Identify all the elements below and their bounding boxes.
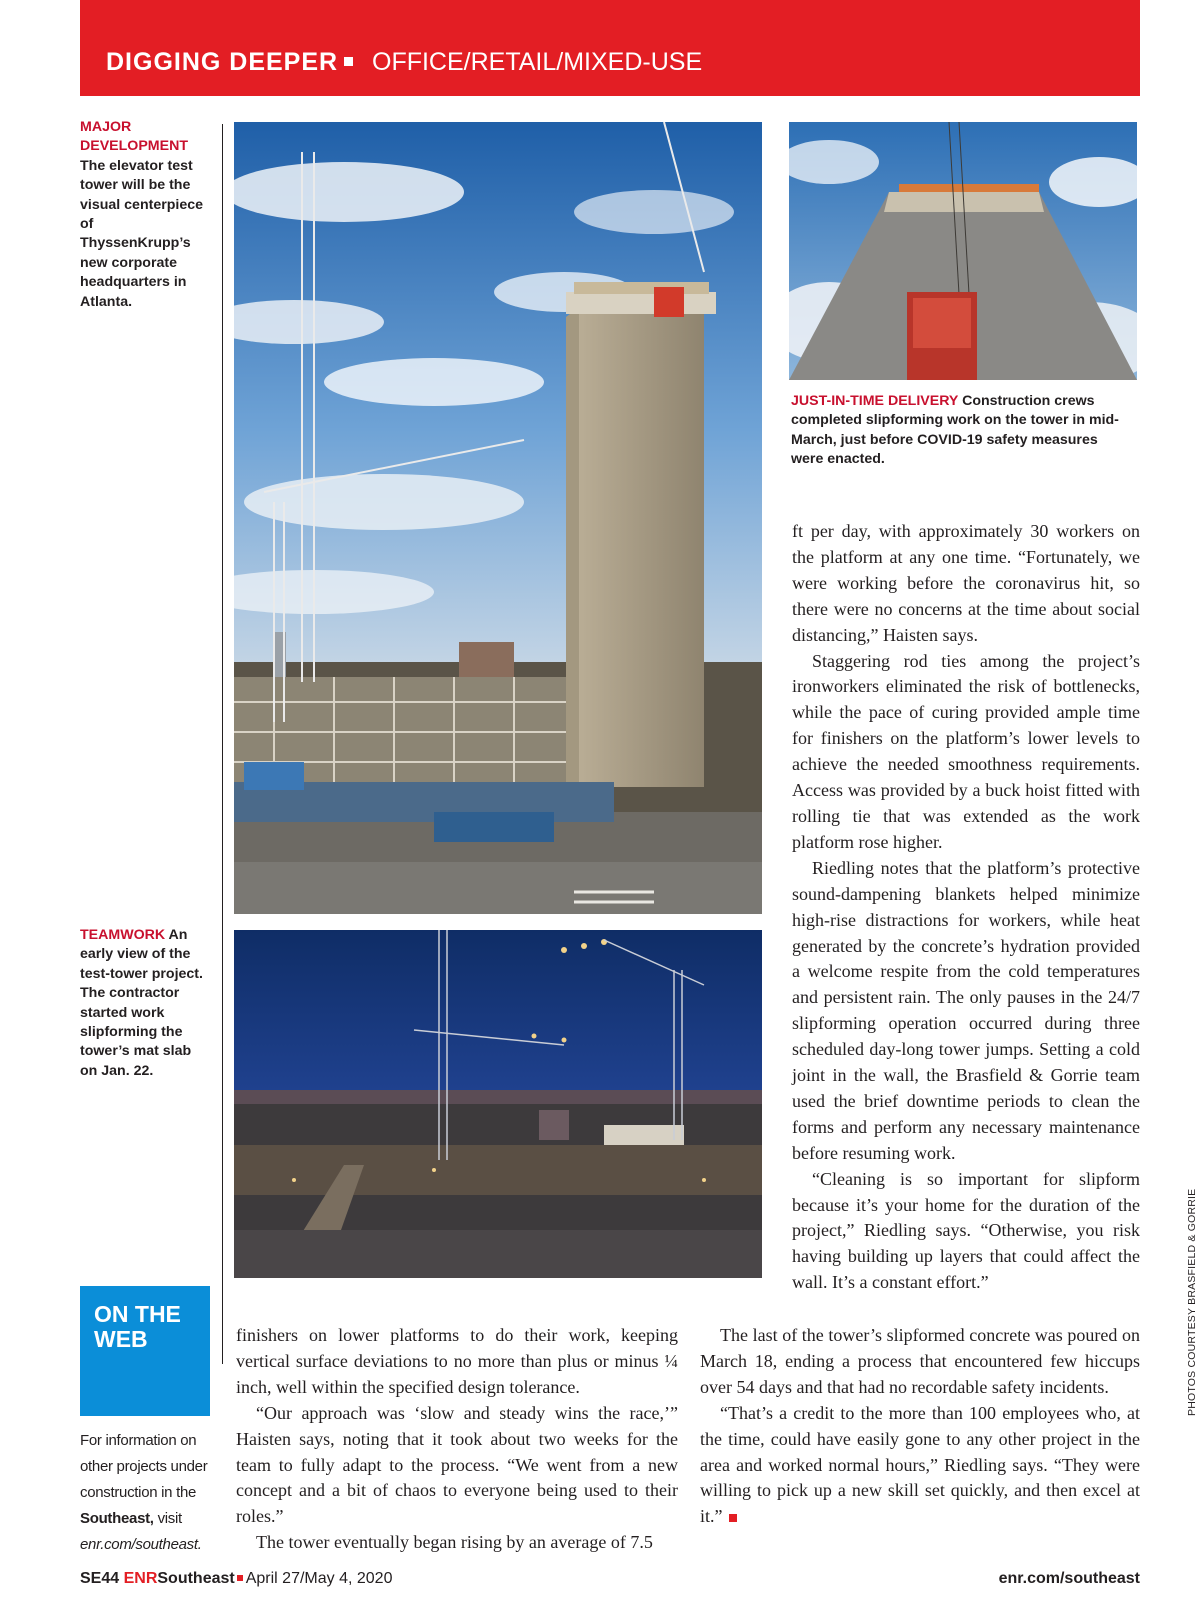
article-paragraph: ft per day, with approximately 30 workers on the platform at any one time. “Fortunately, we were working before the coronavirus hit, so there were no concerns at the time about social distancing,” Haisten says. [792, 521, 1140, 645]
footer-date: April 27/May 4, 2020 [245, 1570, 393, 1587]
on-the-web-visit: visit [157, 1510, 182, 1527]
section-topic: OFFICE/RETAIL/MIXED-USE [372, 48, 703, 76]
footer-region: Southeast [157, 1570, 235, 1587]
on-the-web-region: Southeast, [80, 1510, 154, 1527]
caption-teamwork [80, 926, 205, 1081]
section-header [80, 0, 1140, 96]
article-paragraph: Staggering rod ties among the project’s ironworkers eliminated the risk of bottlenecks, while the pace of curing provided ample time for finishers on the platform’s lower levels to achieve the needed smoothness requirements. Access was provided by a buck hoist fitted with rolling tie that was extended as the work platform rose higher. [792, 650, 1140, 852]
section-title: DIGGING DEEPER [106, 48, 339, 76]
header-square-icon [344, 57, 353, 66]
on-the-web-title [94, 1302, 181, 1352]
caption-text: The elevator test tower will be the visual centerpiece of ThyssenKrupp’s new corporate headquarters in Atlanta. [80, 157, 204, 310]
article-paragraph: finishers on lower platforms to do their work, keeping vertical surface deviations to no more than plus or minus ¼ inch, well within the specified design tolerance. [236, 1325, 678, 1397]
on-the-web-title-line1: ON THE [94, 1301, 181, 1327]
footer-brand: ENR [123, 1570, 158, 1587]
article-paragraph: The tower eventually began rising by an average of 7.5 [256, 1532, 653, 1553]
article-column-right-lower [700, 1323, 1140, 1530]
on-the-web-link[interactable]: enr.com/southeast. [80, 1536, 202, 1553]
on-the-web-intro: For information on other projects under construction in the [80, 1432, 208, 1501]
night-site-photo [234, 930, 762, 1278]
article-paragraph [700, 1401, 1140, 1531]
on-the-web-text [80, 1428, 220, 1558]
footer-folio [80, 1570, 392, 1588]
article-paragraph: Riedling notes that the platform’s protective sound-dampening blankets helped minimize high-rise distractions for workers, while heat generated by the concrete’s hydration provided a welcome respite from the cold temperatures and persistent rain. The only pauses in the 24/7 slipforming operation occurred during three scheduled day-long tower jumps. Setting a cold joint in the wall, the Brasfield & Gorrie team used the brief downtime periods to clean the forms and perform any necessary maintenance before resuming work. [792, 857, 1140, 1163]
caption-kicker: MAJOR DEVELOPMENT [80, 119, 188, 155]
caption-text: An early view of the test-tower project. The contractor started work slipforming the tower’s mat slab on Jan. 22. [80, 927, 203, 1079]
article-paragraph-text: “That’s a credit to the more than 100 employees who, at the time, could have easily gone to any other project in the area and worked normal hours,” Riedling says. “They were willing to pick up a new skill set quickly, and then excel at it.” [700, 1402, 1140, 1527]
article-paragraph: “Our approach was ‘slow and steady wins the race,’” Haisten says, noting that it took about two weeks for the team to fully adapt to the process. “We went from a new concept and a bit of chaos to everyone being used to their roles.” [236, 1402, 678, 1527]
footer-site-link[interactable]: enr.com/southeast [998, 1570, 1140, 1587]
caption-just-in-time [791, 392, 1121, 470]
on-the-web-box [80, 1286, 210, 1416]
article-paragraph: “Cleaning is so important for slipform because it’s your home for the duration of the project,” Riedling says. “Otherwise, you risk having building up layers that could affect the wall. It’s a constant effort.” [792, 1168, 1140, 1293]
article-column-right-upper [792, 519, 1140, 1296]
caption-text: Construction crews completed slipforming work on the tower in mid-March, just before COVID-19 safety measures were enacted. [791, 393, 1119, 468]
footer-square-icon [237, 1575, 243, 1581]
caption-kicker: JUST-IN-TIME DELIVERY [791, 393, 959, 409]
on-the-web-title-line2: WEB [94, 1326, 148, 1352]
main-tower-photo [234, 122, 762, 914]
page-number: SE44 [80, 1570, 120, 1587]
article-paragraph: The last of the tower’s slipformed concrete was poured on March 18, ending a process that encountered few hiccups over 54 days and that had no recordable safety incidents. [700, 1325, 1140, 1397]
end-mark-icon [729, 1514, 737, 1522]
column-divider [222, 124, 223, 1364]
photo-credit: PHOTOS COURTESY BRASFIELD & GORRIE [1186, 1188, 1198, 1416]
caption-major-development [80, 118, 205, 312]
tower-upward-photo [789, 122, 1137, 380]
caption-kicker: TEAMWORK [80, 927, 166, 943]
article-column-left-lower [236, 1323, 678, 1556]
